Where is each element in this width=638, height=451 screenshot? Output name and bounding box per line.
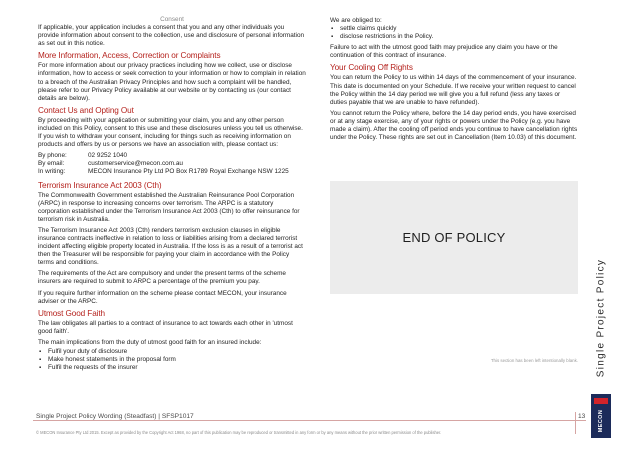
faith-heading: Utmost Good Faith — [38, 308, 106, 318]
footer-vertical-divider — [575, 412, 576, 434]
terrorism-heading: Terrorism Insurance Act 2003 (Cth) — [38, 180, 162, 190]
cooling-heading: Your Cooling Off Rights — [330, 63, 413, 73]
terrorism-paragraph-2: The Terrorism Insurance Act 2003 (Cth) renders terrorism exclusion clauses in eligible insurance contracts ineffective in relation to loss or liabilities arising from a declared terrorist incident affecting eligible property located in Australia. If the loss is as a result of a terrorist act then the Treasurer will be responsible for paying your claim in accordance with the Policy terms and conditions. — [38, 226, 303, 267]
list-item: ▪ Make honest statements in the proposal form — [38, 356, 306, 364]
side-title — [591, 248, 611, 388]
contact-row-email — [38, 160, 306, 168]
access-paragraph: For more information about our privacy practices including how we collect, use or disclose information, how to access or seek correction to your information or how to complain in relation to a breach of the Australian Privacy Principles and how such a complaint will be handled, please refer to our Privacy Policy available at our website or by contacting us (our contact details are below). — [38, 62, 306, 102]
footer-divider-line — [33, 420, 586, 421]
contact-label: By email: — [38, 160, 65, 168]
left-column — [38, 17, 306, 375]
consent-heading: Consent — [160, 16, 184, 23]
contact-label: In writing: — [38, 168, 66, 176]
cooling-paragraph-1: You can return the Policy to us within 14 days of the commencement of your insurance. This date is documented on your Schedule. If we receive your written request to cancel the Policy within the 14 day period we will give you a full refund (less any taxes or duties payable that we are unable to have refunded). — [330, 74, 577, 106]
terrorism-paragraph-3: The requirements of the Act are compulsory and under the present terms of the scheme insurers are required to submit to ARPC a percentage of the premium you pay. — [38, 270, 286, 286]
side-title-text: Single Project Policy — [595, 258, 607, 378]
list-item: ▪ Fulfil your duty of disclosure — [38, 348, 306, 356]
consent-paragraph: If applicable, your application includes a consent that you and any other individuals you provide information about consent to the collection, use and disclosure of personal information as set out in this notice. — [38, 24, 305, 48]
contact-address: MECON Insurance Pty Ltd PO Box R1789 Royal Exchange NSW 1225 — [88, 168, 289, 176]
footer-document-title: Single Project Policy Wording (Steadfast) | SFSP1017 — [36, 413, 194, 420]
optout-paragraph: By proceeding with your application or submitting your claim, you and any other person included on this Policy, consent to this use and these disclosures unless you tell us otherwise. If you wish to withdraw your consent, including for things such as receiving information on products and offers by us or persons we have an association with, please contact us: — [38, 116, 303, 149]
contact-phone[interactable]: 02 9252 1040 — [88, 152, 128, 160]
contact-row-writing — [38, 168, 306, 176]
contact-label: By phone: — [38, 152, 67, 160]
faith-bullet-list — [38, 348, 306, 372]
obliged-bullet-list — [330, 25, 578, 41]
blank-section-note: This section has been left intentionally blank. — [490, 358, 578, 363]
page-number: 13 — [578, 413, 586, 420]
terrorism-paragraph-4: If you require further information on the scheme please contact MECON, your insurance adviser or the ARPC. — [38, 289, 287, 305]
list-item: ▪ settle claims quickly — [330, 25, 578, 33]
contact-details — [38, 152, 306, 176]
mecon-logo — [591, 394, 611, 438]
logo-mark-icon — [594, 398, 608, 404]
optout-heading: Contact Us and Opting Out — [38, 105, 134, 115]
terrorism-paragraph-1: The Commonwealth Government established the Australian Reinsurance Pool Corporation (ARPC) in response to increasing concerns over terrorism. The ARPC is a statutory corporation established under the Terrorism Insurance Act 2003 (Cth) to offer reinsurance for terrorism risk in Australia. — [38, 191, 300, 223]
end-of-policy-box — [330, 181, 578, 294]
failure-paragraph: Failure to act with the utmost good faith may prejudice any claim you have or the continuation of this contract of insurance. — [330, 44, 558, 60]
list-item: ▪ Fulfil the requests of the insurer — [38, 364, 306, 372]
footer-copyright: © MECON Insurance Pty Ltd 2015. Except as provided by the Copyright Act 1968, no part of this publication may be reproduced or transmitted in any form or by any means without the prior written permission of the publisher. — [36, 430, 442, 435]
obliged-intro: We are obliged to: — [330, 17, 382, 24]
list-item: ▪ disclose restrictions in the Policy. — [330, 33, 578, 41]
logo-wordmark: MECON — [598, 409, 604, 433]
right-column — [330, 17, 578, 145]
faith-paragraph-2: The main implications from the duty of utmost good faith for an insured include: — [38, 338, 262, 346]
contact-row-phone — [38, 152, 306, 160]
cooling-paragraph-2: You cannot return the Policy where, before the 14 day period ends, you have exercised or at any stage exercise, any of your rights or powers under the Policy (e.g. you have made a claim). After the cooling off period ends you continue to have cancellation rights under the Policy. These rights are set out in Cancellation (Item 10.03) of this document. — [330, 109, 578, 142]
contact-email[interactable]: customerservice@mecon.com.au — [88, 160, 183, 168]
access-heading: More Information, Access, Correction or Complaints — [38, 51, 221, 61]
end-of-policy-text: END OF POLICY — [402, 230, 506, 245]
faith-paragraph-1: The law obligates all parties to a contract of insurance to act towards each other in 'utmost good faith'. — [38, 319, 293, 335]
